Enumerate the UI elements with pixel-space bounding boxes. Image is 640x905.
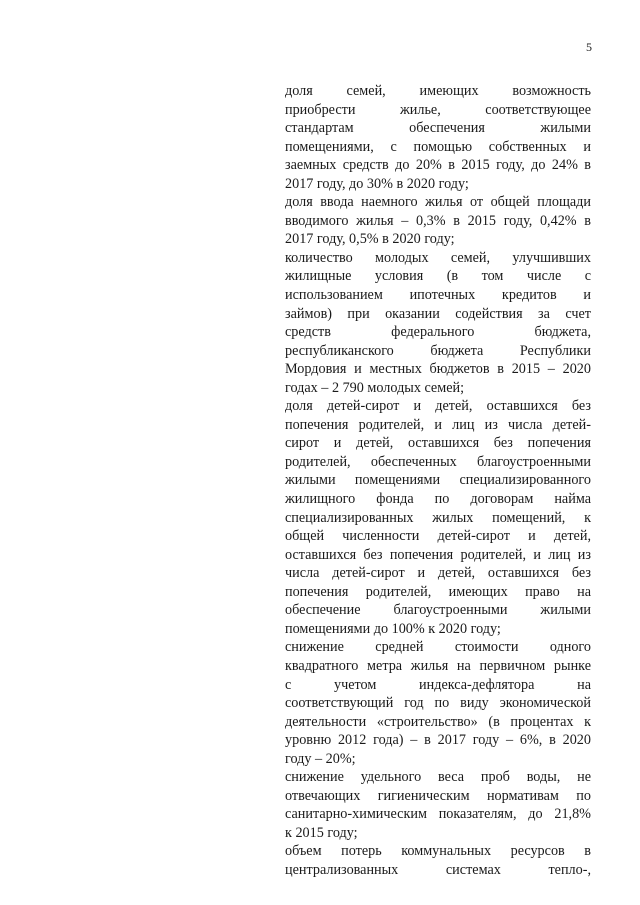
- text-line: попечения родителей, имеющих право на: [285, 583, 591, 600]
- text-line: санитарно-химическим показателям, до 21,8%: [285, 806, 591, 823]
- text-line: доля семей, имеющих возможность: [285, 83, 591, 99]
- text-line: деятельности «строительство» (в процентах к: [285, 713, 591, 730]
- text-line: 2017 году, до 30% в 2020 году;: [285, 175, 469, 192]
- paragraph: [285, 638, 591, 768]
- text-line: жилищного фонда по договорам найма: [285, 491, 591, 508]
- text-line: снижение удельного веса проб воды, не: [285, 769, 591, 786]
- text-line: квадратного метра жилья на первичном рынке: [285, 657, 591, 674]
- paragraph: [285, 768, 591, 842]
- text-line: помещениями, с помощью собственных и: [285, 138, 591, 155]
- text-line: специализированных жилых помещений, к: [285, 509, 591, 526]
- text-line: годах – 2 790 молодых семей;: [285, 379, 465, 396]
- text-line: жилищные условия (в том числе с: [285, 268, 591, 285]
- text-line: приобрести жилье, соответствующее: [285, 101, 591, 118]
- text-line: попечения родителей, и лиц из числа детей-: [285, 416, 591, 433]
- text-line: республиканского бюджета Республики: [285, 342, 591, 359]
- text-line: уровню 2012 года) – в 2017 году – 6%, в 2020: [285, 732, 591, 749]
- text-line: помещениями до 100% к 2020 году;: [285, 620, 501, 637]
- text-line: с учетом индекса-дефлятора на: [285, 676, 591, 693]
- text-line: стандартам обеспечения жилыми: [285, 120, 591, 137]
- text-line: заемных средств до 20% в 2015 году, до 24% в: [285, 157, 591, 174]
- document-body: [285, 82, 591, 880]
- text-line: соответствующий год по виду экономической: [285, 695, 591, 712]
- text-line: родителей, обеспеченных благоустроенными: [285, 453, 591, 470]
- paragraph: [285, 82, 591, 193]
- text-line: доля детей-сирот и детей, оставшихся без: [285, 398, 591, 415]
- paragraph: [285, 842, 591, 879]
- text-line: средств федерального бюджета,: [285, 324, 591, 341]
- text-line: отвечающих гигиеническим нормативам по: [285, 787, 591, 804]
- text-line: году – 20%;: [285, 750, 356, 767]
- paragraph: [285, 193, 591, 249]
- text-line: 2017 году, 0,5% в 2020 году;: [285, 231, 455, 248]
- text-line: обеспечение благоустроенными жилыми: [285, 602, 591, 619]
- text-line: оставшихся без попечения родителей, и лиц из: [285, 546, 591, 563]
- text-line: общей численности детей-сирот и детей,: [285, 528, 591, 545]
- text-line: использованием ипотечных кредитов и: [285, 287, 591, 304]
- text-line: централизованных системах тепло-,: [285, 861, 591, 878]
- text-line: снижение средней стоимости одного: [285, 639, 591, 656]
- paragraph: [285, 249, 591, 397]
- text-line: вводимого жилья – 0,3% в 2015 году, 0,42% в: [285, 212, 591, 229]
- paragraph: [285, 397, 591, 638]
- text-line: числа детей-сирот и детей, оставшихся без: [285, 565, 591, 582]
- text-line: количество молодых семей, улучшивших: [285, 249, 591, 266]
- text-line: Мордовия и местных бюджетов в 2015 – 2020: [285, 361, 591, 378]
- text-line: сирот и детей, оставшихся без попечения: [285, 435, 591, 452]
- text-line: объем потерь коммунальных ресурсов в: [285, 843, 591, 860]
- text-line: к 2015 году;: [285, 824, 358, 841]
- text-line: жилыми помещениями специализированного: [285, 472, 591, 489]
- page-number: 5: [586, 40, 592, 54]
- text-line: доля ввода наемного жилья от общей площади: [285, 194, 591, 211]
- text-line: займов) при оказании содействия за счет: [285, 305, 591, 322]
